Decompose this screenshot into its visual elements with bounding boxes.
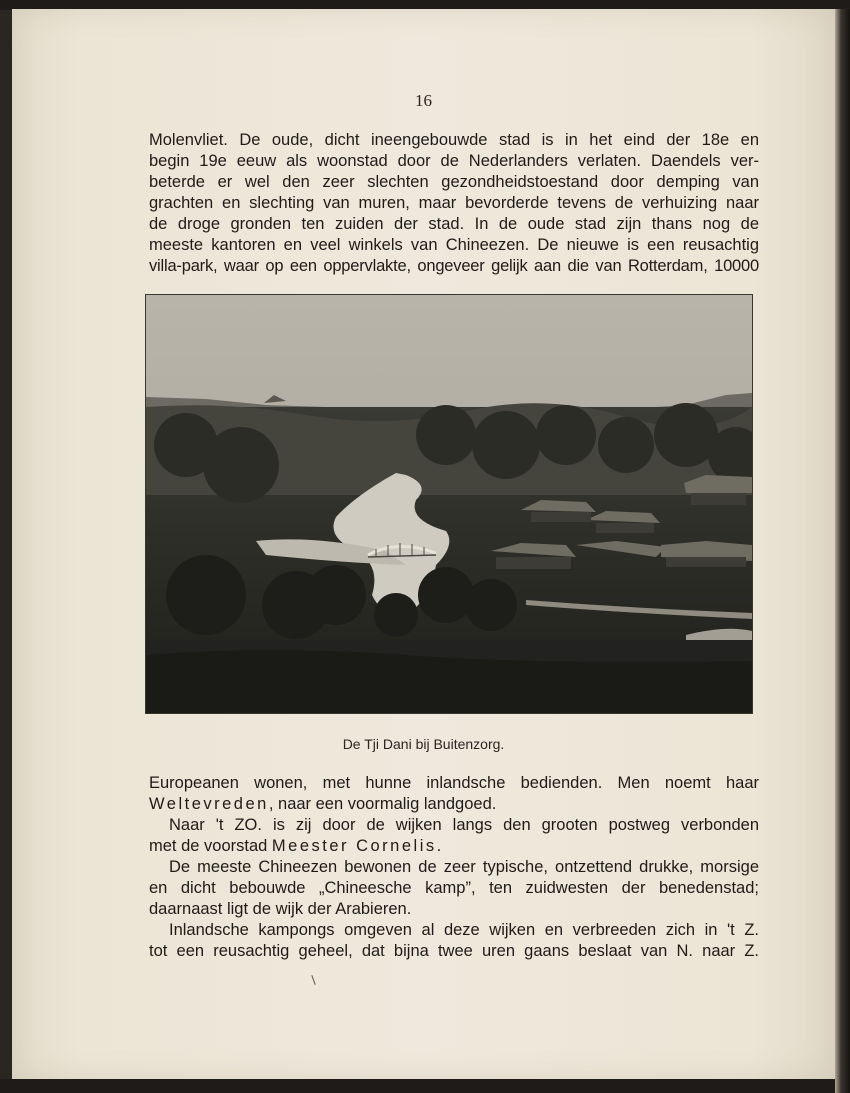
text-run: . — [436, 837, 442, 855]
book-spine-edge — [835, 9, 850, 1093]
spaced-name: Meester Cornelis — [271, 837, 437, 855]
photograph-river-landscape — [145, 294, 753, 714]
text-line: de droge gronden ten zuiden der stad. In de oude stad zijn thans nog de — [149, 215, 759, 233]
river-landscape-illustration — [146, 295, 752, 713]
text-line: tot een reusachtig geheel, dat bijna twee uren gaans beslaat van N. naar Z. — [149, 942, 759, 960]
text-line: Naar 't ZO. is zij door de wijken langs den grooten postweg verbonden — [169, 816, 759, 834]
text-line: beterde er wel den zeer slechten gezondheidstoestand door demping van — [149, 173, 759, 191]
book-page — [12, 9, 835, 1079]
text-line: begin 19e eeuw als woonstad door de Nederlanders verlaten. Daendels ver- — [149, 152, 759, 170]
figure-caption: De Tji Dani bij Buitenzorg. — [342, 736, 505, 752]
text-line: villa-park, waar op een oppervlakte, ongeveer gelijk aan die van Rotterdam, 10000 — [149, 257, 759, 275]
text-run: met de voorstad — [149, 837, 272, 855]
page-number: 16 — [415, 91, 432, 110]
text-line: Europeanen wonen, met hunne inlandsche bedienden. Men noemt haar — [149, 774, 759, 792]
text-line: meeste kantoren en veel winkels van Chineezen. De nieuwe is een reusachtig — [149, 236, 759, 254]
text-line: grachten en slechting van muren, maar bevorderde tevens de verhuizing naar — [149, 194, 759, 212]
text-line: De meeste Chineezen bewonen de zeer typische, ontzettend drukke, morsige — [169, 858, 759, 876]
text-line: Molenvliet. De oude, dicht ineengebouwde stad is in het eind der 18e en — [149, 131, 759, 149]
scan-bottom-edge — [0, 1079, 850, 1093]
text-line: Inlandsche kampongs omgeven al deze wijken en verbreeden zich in 't Z. — [169, 921, 759, 939]
text-line: daarnaast ligt de wijk der Arabieren. — [149, 900, 412, 918]
paragraph-top — [149, 130, 759, 277]
text-run: , naar een voormalig landgoed. — [268, 795, 497, 813]
stray-ink-mark — [311, 975, 315, 985]
spaced-name: Weltevreden — [149, 795, 269, 813]
text-line — [149, 794, 759, 815]
text-line — [149, 836, 759, 857]
text-line: en dicht bebouwde „Chineesche kamp”, ten zuidwesten der benedenstad; — [149, 879, 759, 897]
paragraph-bottom — [149, 773, 759, 962]
